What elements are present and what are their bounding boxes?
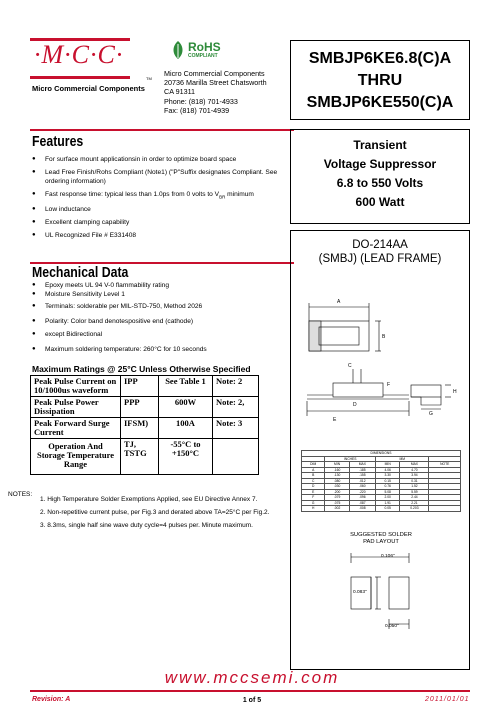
table-row [31,439,259,475]
mechanical-item: ● Epoxy meets UL 94 V-0 flammability rating [30,281,292,290]
mcc-logo [30,36,140,82]
package-subtitle: (SMBJ) (LEAD FRAME) [318,253,442,265]
table-cell: .185 [349,467,375,473]
table-cell: 2.00 [376,495,400,501]
part-number-box [290,40,470,120]
table-cell: .160 [325,467,349,473]
leaf-icon [170,40,186,60]
table-cell: .080 [325,478,349,484]
features-title: Features [32,133,84,150]
table-cell: .155 [349,473,375,479]
table-cell: .220 [349,489,375,495]
table-cell: 5.08 [376,489,400,495]
table-cell: MM [376,456,429,462]
param-cell: Operation And Storage Temperature Range [31,439,121,475]
lead-profile [411,385,441,397]
mechanical-item: ● Moisture Sensitivity Level 1 [30,290,292,299]
table-cell: .008 [349,506,375,512]
mechanical-item: ● except Bidirectional [30,330,292,339]
param-cell: Peak Pulse Power Dissipation [31,397,121,418]
table-cell: A [302,467,325,473]
table-cell: 1.91 [376,500,400,506]
table-cell: 5.59 [400,489,429,495]
package-outline-drawing [291,281,471,431]
table-cell: .087 [349,500,375,506]
value-cell: 100A [159,418,213,439]
table-cell: MIN [325,462,349,468]
table-cell: 2.21 [400,500,429,506]
mechanical-list [30,281,292,354]
solder-dim-pad: 0.050" [385,624,399,629]
dim-label: E [333,417,337,423]
part-number-thru: THRU [357,72,403,89]
logo-subtitle: Micro Commercial Components [32,84,145,93]
mechanical-title: Mechanical Data [32,264,129,281]
table-cell: NOTE [429,462,461,468]
table-cell: 4.70 [400,467,429,473]
table-cell: 4.06 [376,467,400,473]
package-box [290,230,470,670]
dim-label: C [348,363,352,369]
param-cell: Peak Pulse Current on 10/1000us waveform [31,376,121,397]
rohs-title: RoHS [188,40,221,54]
symbol-cell: PPP [121,397,159,418]
ratings-title: Maximum Ratings @ 25°C Unless Otherwise Specified [32,364,251,374]
package-title: DO-214AA [352,239,408,251]
note-cell: Note: 2 [213,376,259,397]
table-cell: .130 [325,473,349,479]
table-cell: .030 [325,484,349,490]
note-item: 2. Non-repetitive current pulse, per Fig.3 and derated above TA=25°C per Fig.2. [40,509,270,516]
note-cell [213,439,259,475]
ratings-table [30,375,259,475]
table-cell: 1.52 [400,484,429,490]
page-number: 1 of 5 [242,697,262,704]
logo-bottom-bar [30,76,130,79]
mechanical-list-wrap [30,281,292,354]
table-cell: MAX [349,462,375,468]
table-cell: MIN [376,462,400,468]
address-phone: Phone: (818) 701-4933 [164,96,238,106]
address-fax: Fax: (818) 701-4939 [164,105,230,115]
dimensions-table [301,450,461,512]
body-inner [319,327,359,345]
dimensions-table-wrap [301,450,461,512]
dim-label: D [353,402,357,408]
table-cell: .075 [325,500,349,506]
param-cell: Peak Forward Surge Current [31,418,121,439]
table-cell: B [302,473,325,479]
mechanical-item: ● Maximum soldering temperature: 260°C for 10 seconds [30,345,292,354]
features-list [30,155,292,240]
dim-label: A [337,299,341,305]
table-cell: .012 [349,478,375,484]
table-cell: 3.94 [400,473,429,479]
note-item: 1. High Temperature Solder Exemptions Applied, see EU Directive Annex 7. [40,496,258,503]
table-cell: 0.05 [376,506,400,512]
footer-url[interactable]: www.mccsemi.com [164,668,340,687]
revision: Revision: A [32,696,71,703]
dim-label: H [453,389,457,395]
address-line: Micro Commercial Components [164,69,265,78]
symbol-cell: IFSM) [121,418,159,439]
table-cell: G [302,500,325,506]
table-cell: 0.15 [376,478,400,484]
solder-title-line: SUGGESTED SOLDER [350,532,412,538]
table-cell: C [302,478,325,484]
table-cell: .002 [325,506,349,512]
side-body [333,383,383,397]
feature-item: ● Low inductance [30,205,292,214]
rohs-badge [170,40,240,62]
table-cell: .079 [325,495,349,501]
feature-item: ● For surface mount applicationsin in order to optimize board space [30,155,292,164]
table-cell: .200 [325,489,349,495]
description-box [290,129,470,224]
vbr-subscript: BR [219,194,226,200]
table-cell: H [302,506,325,512]
symbol-cell: TJ, TSTG [121,439,159,475]
table-cell: D [302,484,325,490]
logo-letters: ·M·C·C· [34,40,124,69]
desc-line: Transient [353,138,407,152]
table-cell: .060 [349,484,375,490]
table-cell: E [302,489,325,495]
table-row [302,506,461,512]
desc-line: 600 Watt [355,195,405,209]
value-cell: 600W [159,397,213,418]
mechanical-item: ● Polarity: Color band denotespositive end (cathode) [30,317,292,326]
table-cell: MAX [400,462,429,468]
part-number-to: SMBJP6KE550(C)A [306,94,454,111]
feature-text-tail: minimum [225,191,254,198]
table-row [31,397,259,418]
address-line: 20736 Marilla Street Chatsworth [164,78,267,88]
table-cell: F [302,495,325,501]
feature-item: ● Lead Free Finish/Rohs Compliant (Note1) ("P"Suffix designates Compliant. See ordering information) [30,168,292,186]
dims-title: DIMENSIONS [302,451,461,457]
notes-list [40,495,280,530]
value-cell: -55°C to +150°C [159,439,213,475]
date: 2011/01/01 [425,696,470,703]
solder-pad-drawing [291,549,471,664]
divider [30,129,294,131]
desc-line: Voltage Suppressor [323,157,437,171]
table-cell: INCHES [325,456,376,462]
solder-dim-width: 0.106" [381,554,395,559]
feature-item: ● UL Recognized File # E331408 [30,231,292,240]
solder-title [291,532,471,546]
solder-title-line: PAD LAYOUT [363,539,399,545]
dim-label: G [429,411,433,417]
trademark: TM [146,76,152,81]
notes-label: NOTES: [8,491,33,498]
table-cell: .096 [349,495,375,501]
note-item: 3. 8.3ms, single half sine wave duty cycle=4 pulses per. Minute maximum. [40,522,253,529]
feature-text: Fast response time: typical less than 1.0ps from 0 volts to V [45,191,220,198]
ratings-table-wrap [30,375,259,475]
value-cell: See Table 1 [159,376,213,397]
note-cell: Note: 3 [213,418,259,439]
desc-line: 6.8 to 550 Volts [336,176,424,190]
rohs-sub: COMPLIANT [188,53,218,59]
feature-item: ● Excellent clamping capability [30,218,292,227]
table-cell: 0.31 [400,478,429,484]
solder-pad-right [389,577,409,609]
feature-item [30,190,292,201]
address-line: CA 91311 [164,87,196,97]
table-cell [429,506,461,512]
footer-divider [30,690,470,692]
table-cell: DIM [302,462,325,468]
company-address [164,69,267,115]
table-row [31,418,259,439]
dim-label: F [387,382,391,388]
mechanical-item: ● Terminals: solderable per MIL-STD-750, Method 2026 [30,302,292,311]
features-list-wrap [30,155,292,240]
note-cell: Note: 2, [213,397,259,418]
part-number-from: SMBJP6KE6.8(C)A [308,50,452,67]
table-cell: 0.76 [376,484,400,490]
table-cell: 2.44 [400,495,429,501]
dim-label: B [382,334,386,340]
table-row [31,376,259,397]
symbol-cell: IPP [121,376,159,397]
table-cell: 3.30 [376,473,400,479]
solder-dim-height: 0.083" [353,590,367,595]
table-cell: 0.203 [400,506,429,512]
